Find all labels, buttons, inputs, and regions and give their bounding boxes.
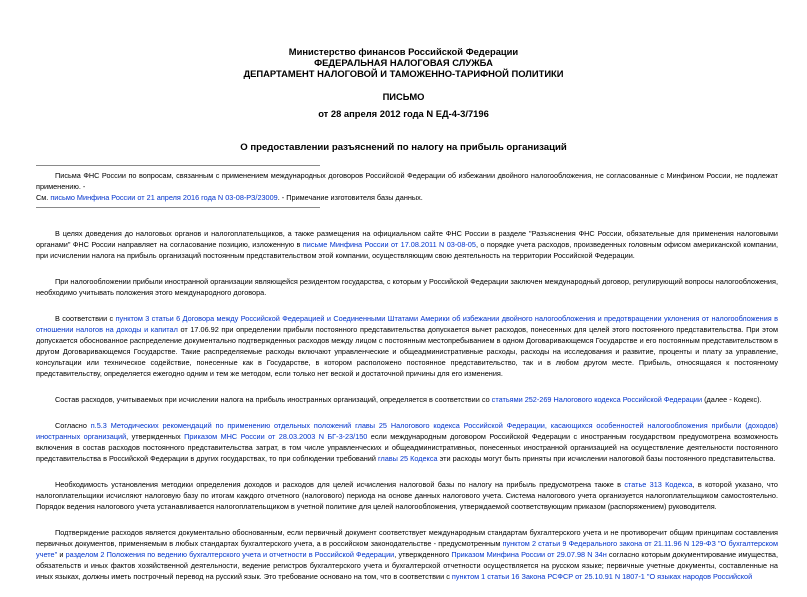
paragraph <box>36 276 778 298</box>
paragraph-text: Состав расходов, учитываемых при исчислении налога на прибыль иностранных организаций, определяется в соответствии со <box>55 395 492 404</box>
document-type: ПИСЬМО <box>382 91 425 102</box>
paragraph-text: Подтверждение расходов является документально обоснованным, если первичный документ соответствует международным стандартам бухгалтерского учета и не противоречит общим принципам составления первичных документов, применяемым в любых стандартах бухгалтерского учета, а в российском законодательстве - предусмотренным <box>36 528 778 548</box>
document-link[interactable]: Приказом МНС России от 28.03.2003 N БГ-3-23/150 <box>184 432 368 441</box>
letter-body <box>36 228 778 597</box>
paragraph-text: , в которой указано, что налогоплательщики исчисляют налоговую базу по итогам каждого отчетного (налогового) периода на основе данных налогового учета. Система налогового учета организуется налогоплательщиком самостоятельно. Порядок ведения налогового учета устанавливается налогоплательщиком в учетной политике для целей налогообложения, утверждаемой соответствующим приказом (распоряжением) руководителя. <box>36 480 778 511</box>
editor-note-link[interactable]: письмо Минфина России от 21 апреля 2016 года N 03-08-РЗ/23009 <box>50 193 278 202</box>
editor-note-prefix: См. <box>36 193 51 202</box>
paragraph-text: Согласно <box>55 421 91 430</box>
document-date-number: от 28 апреля 2012 года N ЕД-4-3/7196 <box>318 108 489 119</box>
paragraph-text: В целях доведения до налоговых органов и налогоплательщиков, а также размещения на официальном сайте ФНС России в разделе "Разъяснения ФНС России, обязательные для применения налоговыми органами" ФНС России направляет на согласование позицию, изложенную в <box>36 229 778 249</box>
paragraph-text: если международным договором Российской Федерации с иностранным государством предусмотрена возможность включения в состав расходов постоянного представительства затрат, в том числе управленческих и общеадминистративных, понесенных иностранной организацией на осуществление деятельности постоянного представительства в Российской Федерации в других государствах, то при соблюдении требований <box>36 432 778 463</box>
service-name: ФЕДЕРАЛЬНАЯ НАЛОГОВАЯ СЛУЖБА <box>314 57 493 68</box>
paragraph-text: , о порядке учета расходов, произведенных головным офисом американской компании, при исчислении налога на прибыль организаций постоянным представительством этой компании, осуществляющим свою деятельность на территории Российской Федерации. <box>36 240 778 260</box>
editor-note-reference <box>36 192 778 203</box>
editor-note-suffix: . - Примечание изготовителя базы данных. <box>277 193 423 202</box>
paragraph-text: согласно которым документирование имущества, обязательств и иных фактов хозяйственной деятельности, ведение регистров бухгалтерского учета и бухгалтерской отчетности осуществляется на русском языке; первичные учетные документы, составленные на иных языках, должны иметь построчный перевод на русский язык. Это требование основано на том, что в соответствии с <box>36 550 778 581</box>
paragraph-text: эти расходы могут быть приняты при исчислении налоговой базы постоянного представительства. <box>437 454 776 463</box>
editor-note <box>36 170 778 203</box>
paragraph <box>36 394 778 405</box>
paragraph-text: , утвержденного <box>394 550 452 559</box>
document-subject: О предоставлении разъяснений по налогу на прибыль организаций <box>240 142 567 153</box>
note-divider-bottom <box>36 207 320 208</box>
paragraph-text: В соответствии с <box>55 314 116 323</box>
document-link[interactable]: п.5.3 Методических рекомендаций по применению отдельных положений главы 25 Налогового кодекса Российской Федерации, касающихся особенностей налогообложения прибыли (доходов) иностранных организаций <box>36 421 778 441</box>
document-link[interactable]: пунктом 2 статьи 9 Федерального закона от 21.11.96 N 129-ФЗ "О бухгалтерском учете" <box>36 539 778 559</box>
paragraph <box>36 420 778 464</box>
document-link[interactable]: письме Минфина России от 17.08.2011 N 03-08-05 <box>302 240 476 249</box>
paragraph <box>36 313 778 379</box>
paragraph <box>36 228 778 261</box>
letter-header <box>0 46 807 79</box>
paragraph-text: (далее - Кодекс). <box>702 395 762 404</box>
document-link[interactable]: пунктом 1 статьи 16 Закона РСФСР от 25.10.91 N 1807-1 "О языках народов Российской <box>451 572 753 581</box>
department-name: ДЕПАРТАМЕНТ НАЛОГОВОЙ И ТАМОЖЕННО-ТАРИФНОЙ ПОЛИТИКИ <box>243 68 564 79</box>
paragraph-text: и <box>57 550 66 559</box>
note-divider-top <box>36 165 320 166</box>
editor-note-text: Письма ФНС России по вопросам, связанным с применением международных договоров Российской Федерации об избежании двойного налогообложения, не согласованные с Минфином России, не подлежат применению. - <box>36 171 778 191</box>
ministry-name: Министерство финансов Российской Федерации <box>288 46 519 57</box>
paragraph-text: Необходимость установления методики определения доходов и расходов для целей исчисления налоговой базы по налогу на прибыль предусмотрена также в <box>55 480 625 489</box>
paragraph <box>36 527 778 582</box>
document-link[interactable]: главы 25 Кодекса <box>377 454 438 463</box>
document-link[interactable]: пунктом 3 статьи 6 Договора между Российской Федерацией и Соединенными Штатами Америки об избежании двойного налогообложения и предотвращении уклонения от налогообложения в отношении налогов на доходы и капитал <box>36 314 778 334</box>
paragraph <box>36 479 778 512</box>
document-link[interactable]: статьями 252-269 Налогового кодекса Российской Федерации <box>491 395 703 404</box>
paragraph-text: При налогообложении прибыли иностранной организации являющейся резидентом государства, с которым у Российской Федерации заключен международный договор, регулирующий вопросы налогообложения, необходимо учитывать положения этого международного договора. <box>36 277 778 297</box>
paragraph-text: от 17.06.92 при определении прибыли постоянного представительства допускается вычет расходов, понесенных для целей этого постоянного представительства. При этом допускается обоснованное распределение документально подтвержденных расходов между лицом с постоянным местопребыванием в одном Договаривающемся Государстве и его постоянным представительством в другом Договаривающемся Государстве. Такие распределяемые расходы включают управленческие и общеадминистративные расходы, расходы на исследования и развитие, проценты и плату за управление, консультации или техническое содействие, понесенные как в Государстве, в котором расположено постоянное представительство, так и в любом другом месте. Прибыль, относящаяся к постоянному представительству, определяется ежегодно одним и тем же методом, если только нет веской и достаточной причины для его изменения. <box>36 325 779 378</box>
document-link[interactable]: статье 313 Кодекса <box>624 480 693 489</box>
paragraph-text: , утвержденных <box>126 432 185 441</box>
document-link[interactable]: разделом 2 Положения по ведению бухгалтерского учета и отчетности в Российской Федерации <box>65 550 395 559</box>
document-link[interactable]: Приказом Минфина России от 29.07.98 N 34н <box>451 550 607 559</box>
